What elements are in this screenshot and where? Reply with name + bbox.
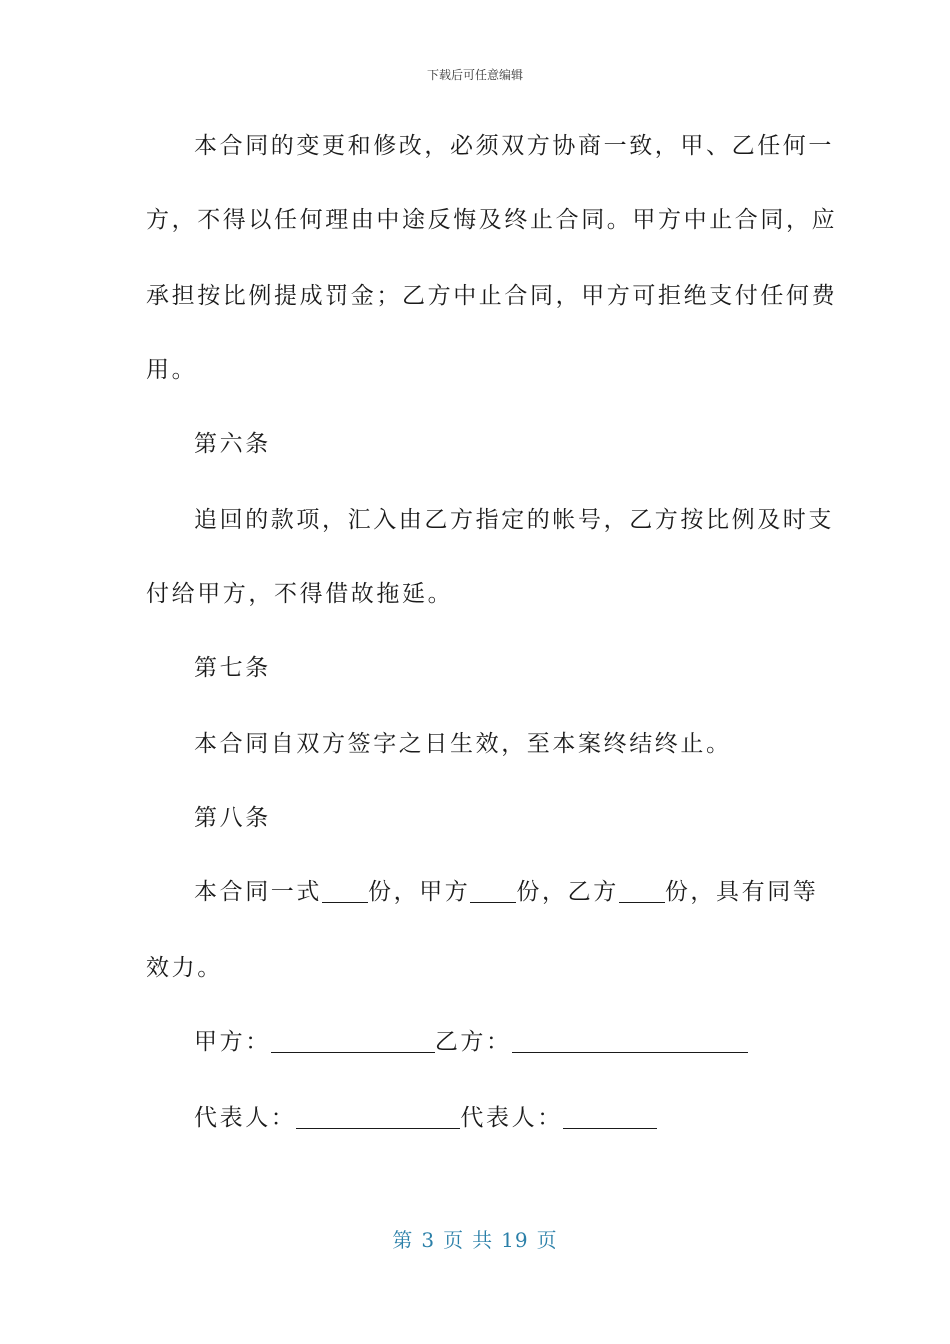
paragraph-1-line-3: 承担按比例提成罚金；乙方中止合同，甲方可拒绝支付任何费 (146, 283, 838, 309)
party-b-copies-blank[interactable] (619, 880, 665, 903)
party-a-label: 甲方： (194, 1029, 271, 1055)
rep-a-signature-blank[interactable] (296, 1106, 460, 1129)
paragraph-1-line-1: 本合同的变更和修改，必须双方协商一致，甲、乙任何一 (194, 133, 834, 159)
party-b-signature-blank[interactable] (512, 1030, 748, 1053)
footer-word-di: 第 (392, 1228, 414, 1252)
equal-effect-text: 份，具有同等 (664, 879, 819, 905)
article-8-title: 第八条 (194, 805, 271, 831)
rep-b-signature-blank[interactable] (563, 1106, 657, 1129)
article-7-title: 第七条 (194, 655, 271, 681)
paragraph-2-line-1: 追回的款项，汇入由乙方指定的帐号，乙方按比例及时支 (194, 507, 834, 533)
paragraph-1-line-4: 用。 (146, 357, 198, 383)
footer-word-gong: 共 (472, 1228, 494, 1252)
party-a-copies-blank[interactable] (470, 880, 516, 903)
party-a-signature-blank[interactable] (271, 1030, 435, 1053)
current-page-number: 3 (421, 1228, 436, 1252)
signature-representative-line (194, 1103, 794, 1133)
page-footer (0, 1224, 950, 1253)
party-a-copies-text: 份，甲方 (368, 879, 471, 905)
rep-b-label: 代表人： (460, 1105, 563, 1131)
copies-text: 本合同一式 (194, 879, 322, 905)
page-header: 下载后可任意编辑 (426, 68, 523, 82)
paragraph-3-line-1: 本合同自双方签字之日生效，至本案终结终止。 (194, 731, 732, 757)
party-b-label: 乙方： (434, 1029, 512, 1055)
paragraph-1-line-2: 方，不得以任何理由中途反悔及终止合同。甲方中止合同，应 (146, 207, 838, 233)
rep-a-label: 代表人： (194, 1105, 297, 1131)
footer-word-ye: 页 (443, 1228, 465, 1252)
total-pages: 19 (501, 1228, 529, 1252)
total-copies-blank[interactable] (322, 880, 368, 903)
paragraph-2-line-2: 付给甲方，不得借故拖延。 (146, 581, 454, 607)
paragraph-4-line-1 (194, 877, 819, 907)
party-b-copies-text: 份，乙方 (516, 879, 619, 905)
footer-word-ye-2: 页 (536, 1228, 558, 1252)
paragraph-4-line-2: 效力。 (146, 955, 223, 981)
article-6-title: 第六条 (194, 431, 271, 457)
signature-party-line (194, 1027, 794, 1057)
